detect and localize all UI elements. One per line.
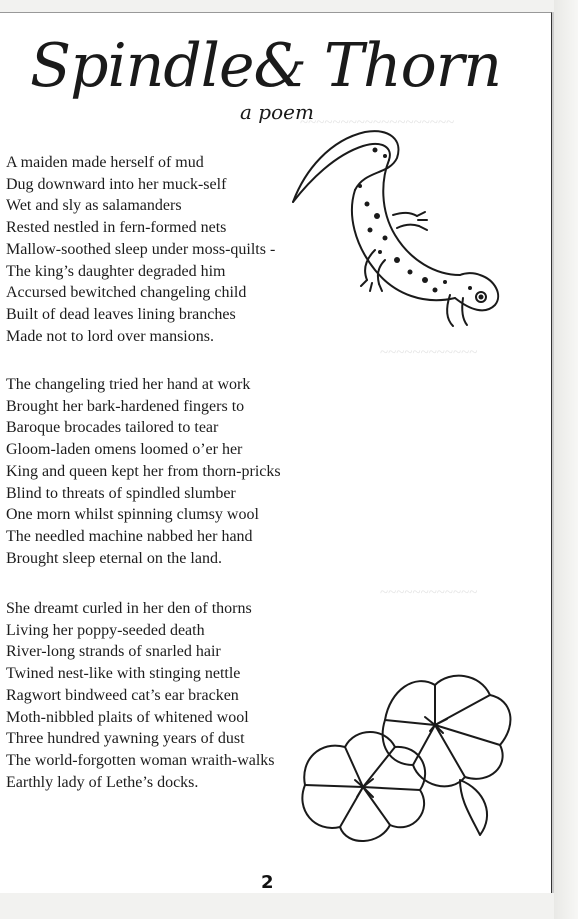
poem-line: One morn whilst spinning clumsy wool <box>6 506 259 524</box>
poem-line: The world-forgotten woman wraith-walks <box>6 751 275 769</box>
poem-line: Brought her bark-hardened fingers to <box>6 397 245 415</box>
poem-line: Baroque brocades tailored to tear <box>6 419 219 437</box>
poem-line: Mallow-soothed sleep under moss-quilts - <box>6 240 276 258</box>
poem-line: A maiden made herself of mud <box>6 154 204 171</box>
poem-line: The king’s daughter degraded him <box>6 262 226 280</box>
poem-line: The changeling tried her hand at work <box>6 376 251 393</box>
poem-line: Three hundred yawning years of dust <box>6 730 245 748</box>
stanza-3 <box>6 598 275 793</box>
stanza-1 <box>6 152 275 347</box>
poem-line: Wet and sly as salamanders <box>6 197 182 215</box>
poem-line: Living her poppy-seeded death <box>6 621 205 639</box>
poem-line: Blind to threats of spindled slumber <box>6 484 236 502</box>
poem-line: She dreamt curled in her den of thorns <box>6 600 252 617</box>
poem-line: River-long strands of snarled hair <box>6 643 221 661</box>
zine-page: ~~~~~~~~~~~~~~~~~~~ ~~~~~~~~~~~~ ~~~~~~~~~~~~ <box>0 12 552 893</box>
poem-line: King and queen kept her from thorn-pricks <box>6 462 281 480</box>
poem-line: The needled machine nabbed her hand <box>6 527 253 545</box>
stanza-2 <box>6 374 281 569</box>
page-edge <box>554 0 578 919</box>
poem-line: Brought sleep eternal on the land. <box>6 549 222 567</box>
poem-line: Gloom-laden omens loomed o’er her <box>6 441 243 459</box>
poem-line: Made not to lord over mansions. <box>6 327 214 345</box>
poem-title: Spindle& Thorn <box>30 31 502 101</box>
poem-line: Earthly lady of Lethe’s docks. <box>6 773 199 791</box>
poem-subtitle: a poem <box>240 100 314 124</box>
poem-line: Rested nestled in fern-formed nets <box>6 219 227 237</box>
poem-line: Ragwort bindweed cat’s ear bracken <box>6 686 239 704</box>
poem-line: Built of dead leaves lining branches <box>6 305 236 323</box>
poem-line: Accursed bewitched changeling child <box>6 284 247 302</box>
poem-line: Moth-nibbled plaits of whitened wool <box>6 708 249 726</box>
page-number: 2 <box>261 872 274 893</box>
poem-line: Twined nest-like with stinging nettle <box>6 665 241 683</box>
salamander-illustration <box>285 120 515 340</box>
poem-line: Dug downward into her muck-self <box>6 175 227 193</box>
bindweed-flowers-illustration <box>285 665 525 865</box>
